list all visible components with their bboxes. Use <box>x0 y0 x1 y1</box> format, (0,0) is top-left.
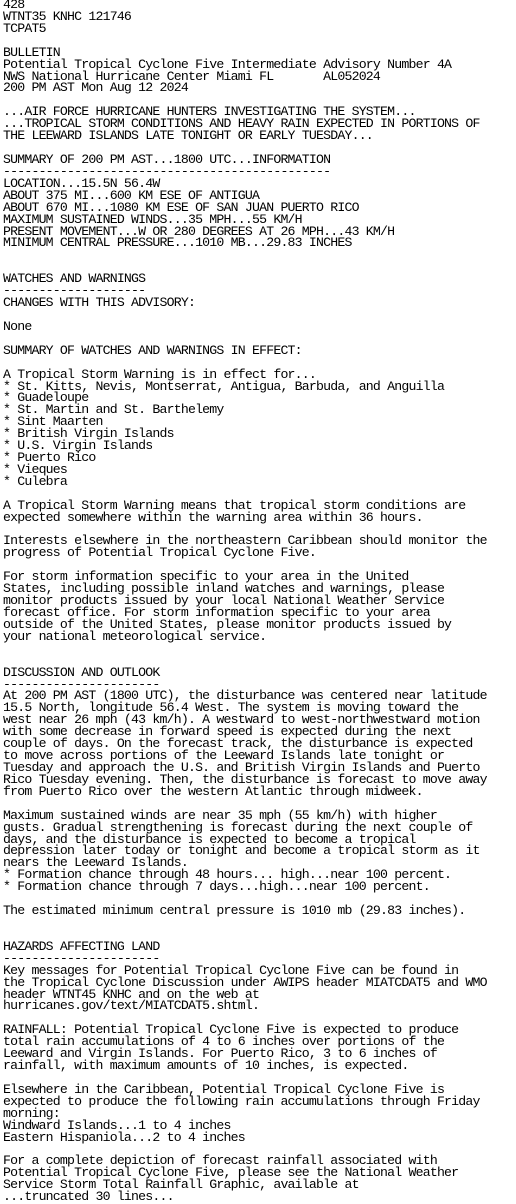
text-line: None <box>3 318 32 334</box>
text-line: * Guadeloupe <box>3 390 89 406</box>
text-line: to move across portions of the Leeward Islands late tonight or <box>3 748 445 764</box>
text-line: west near 26 mph (43 km/h). A westward to west-northwestward motion <box>3 712 480 728</box>
text-line: States, including possible inland watches and warnings, please <box>3 581 445 597</box>
text-line: Windward Islands...1 to 4 inches <box>3 1117 231 1133</box>
text-line: * Puerto Rico <box>3 450 96 466</box>
text-line: The estimated minimum central pressure is 1010 mb (29.83 inches). <box>3 903 466 919</box>
text-line <box>3 309 513 321</box>
text-line: * Formation chance through 48 hours... high...near 100 percent. <box>3 867 452 883</box>
text-line: outside of the United States, please monitor products issued by <box>3 616 452 632</box>
text-line: rainfall, with maximum amounts of 10 inches, is expected. <box>3 1058 409 1074</box>
text-line: LOCATION...15.5N 56.4W <box>3 175 160 191</box>
text-line: * St. Kitts, Nevis, Montserrat, Antigua, Barbuda, and Anguilla <box>3 378 445 394</box>
text-line <box>3 917 513 929</box>
text-line: 200 PM AST Mon Aug 12 2024 <box>3 80 188 96</box>
text-line: Key messages for Potential Tropical Cyclone Five can be found in <box>3 962 459 978</box>
text-line: expected somewhere within the warning area within 36 hours. <box>3 509 423 525</box>
text-line <box>3 35 513 47</box>
text-line: ...TROPICAL STORM CONDITIONS AND HEAVY RAIN EXPECTED IN PORTIONS OF <box>3 116 480 132</box>
text-line: For storm information specific to your area in the United <box>3 569 409 585</box>
text-line: Rico Tuesday evening. Then, the disturbance is forecast to move away <box>3 771 487 787</box>
text-line: 15.5 North, longitude 56.4 West. The system is moving toward the <box>3 700 459 716</box>
text-line <box>3 249 513 261</box>
text-line: HAZARDS AFFECTING LAND <box>3 938 160 954</box>
text-line: THE LEEWARD ISLANDS LATE TONIGHT OR EARLY TUESDAY... <box>3 128 373 144</box>
text-line: WTNT35 KNHC 121746 <box>3 8 132 24</box>
text-line: PRESENT MOVEMENT...W OR 280 DEGREES AT 26 MPH...43 KM/H <box>3 223 395 239</box>
text-line: morning: <box>3 1105 60 1121</box>
text-line: Leeward and Virgin Islands. For Puerto Rico, 3 to 6 inches of <box>3 1046 437 1062</box>
text-line: RAINFALL: Potential Tropical Cyclone Five is expected to produce <box>3 1022 459 1038</box>
text-line: Maximum sustained winds are near 35 mph (55 km/h) with higher <box>3 807 437 823</box>
text-line: Interests elsewhere in the northeastern Caribbean should monitor the <box>3 533 487 549</box>
text-line: * St. Martin and St. Barthelemy <box>3 402 224 418</box>
text-line: monitor products issued by your local National Weather Service <box>3 593 445 609</box>
text-line: couple of days. On the forecast track, the disturbance is expected <box>3 736 473 752</box>
text-line: A Tropical Storm Warning means that tropical storm conditions are <box>3 497 466 513</box>
text-line: ABOUT 670 MI...1080 KM ESE OF SAN JUAN PUERTO RICO <box>3 199 359 215</box>
text-line: DISCUSSION AND OUTLOOK <box>3 664 160 680</box>
text-line: At 200 PM AST (1800 UTC), the disturbance was centered near latitude <box>3 688 487 704</box>
text-line: ...truncated 30 lines... <box>3 1189 174 1204</box>
text-line: ---------------------------------------------- <box>3 163 331 179</box>
text-line: CHANGES WITH THIS ADVISORY: <box>3 295 196 311</box>
text-line: For a complete depiction of forecast rainfall associated with <box>3 1153 437 1169</box>
text-line: ---------------------- <box>3 950 160 966</box>
text-line: Tuesday and approach the U.S. and British Virgin Islands and Puerto <box>3 760 480 775</box>
advisory-text-document <box>3 0 513 1203</box>
text-line: * Vieques <box>3 461 68 477</box>
text-line: A Tropical Storm Warning is in effect for... <box>3 366 317 382</box>
text-line: Service Storm Total Rainfall Graphic, available at <box>3 1177 359 1193</box>
text-line: forecast office. For storm information specific to your area <box>3 605 430 621</box>
text-line: expected to produce the following rain accumulations through Friday <box>3 1093 480 1109</box>
text-line: -------------------- <box>3 283 146 299</box>
text-line: * U.S. Virgin Islands <box>3 438 153 454</box>
text-line: SUMMARY OF 200 PM AST...1800 UTC...INFORMATION <box>3 151 331 167</box>
text-line: from Puerto Rico over the western Atlantic through midweek. <box>3 783 423 799</box>
text-line: WATCHES AND WARNINGS <box>3 271 146 287</box>
text-line: ---------------------- <box>3 676 160 692</box>
text-line: total rain accumulations of 4 to 6 inches over portions of the <box>3 1034 445 1050</box>
text-line: NWS National Hurricane Center Miami FL AL052024 <box>3 68 381 84</box>
text-line: TCPAT5 <box>3 20 46 36</box>
text-line: ...AIR FORCE HURRICANE HUNTERS INVESTIGATING THE SYSTEM... <box>3 104 416 120</box>
text-line: the Tropical Cyclone Discussion under AWIPS header MIATCDAT5 and WMO <box>3 974 487 990</box>
text-line: days, and the disturbance is expected to become a tropical <box>3 831 416 847</box>
text-line: * Formation chance through 7 days...high...near 100 percent. <box>3 879 430 895</box>
text-line: SUMMARY OF WATCHES AND WARNINGS IN EFFECT: <box>3 342 302 358</box>
text-line: Potential Tropical Cyclone Five Intermediate Advisory Number 4A <box>3 56 452 72</box>
text-line: header WTNT45 KNHC and on the web at <box>3 986 260 1002</box>
text-line: 428 <box>3 0 25 12</box>
text-line: your national meteorological service. <box>3 628 267 644</box>
text-line: gusts. Gradual strengthening is forecast during the next couple of <box>3 819 473 835</box>
text-line: Elsewhere in the Caribbean, Potential Tropical Cyclone Five is <box>3 1081 445 1097</box>
text-line: hurricanes.gov/text/MIATCDAT5.shtml. <box>3 998 260 1014</box>
text-line: depression later today or tonight and become a tropical storm as it <box>3 843 480 859</box>
text-line: with some decrease in forward speed is expected during the next <box>3 724 452 740</box>
text-line: * Culebra <box>3 473 68 489</box>
text-line: Potential Tropical Cyclone Five, please see the National Weather <box>3 1165 459 1181</box>
text-line: nears the Leeward Islands. <box>3 855 188 871</box>
text-line: MINIMUM CENTRAL PRESSURE...1010 MB...29.83 INCHES <box>3 235 352 251</box>
text-line: MAXIMUM SUSTAINED WINDS...35 MPH...55 KM/H <box>3 211 302 227</box>
text-line <box>3 643 513 655</box>
text-line: * Sint Maarten <box>3 414 103 430</box>
text-line: progress of Potential Tropical Cyclone Five. <box>3 545 317 561</box>
text-line: Eastern Hispaniola...2 to 4 inches <box>3 1129 245 1145</box>
text-line: ABOUT 375 MI...600 KM ESE OF ANTIGUA <box>3 187 260 203</box>
text-line: * British Virgin Islands <box>3 426 174 442</box>
text-line: BULLETIN <box>3 44 60 60</box>
